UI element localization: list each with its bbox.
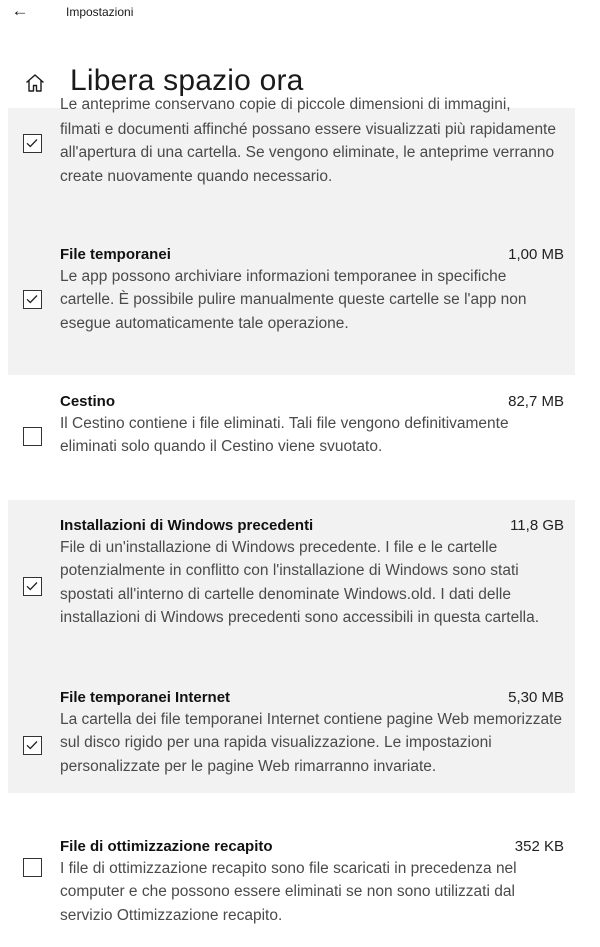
delivery-optimization-checkbox[interactable] bbox=[23, 858, 42, 877]
recycle-bin-description: Il Cestino contiene i file eliminati. Tali file vengono definitivamente eliminati solo quando il Cestino viene svuotato. bbox=[60, 415, 509, 456]
recycle-bin-size: 82,7 MB bbox=[508, 393, 564, 410]
delivery-optimization-size: 352 KB bbox=[514, 838, 564, 855]
check-icon bbox=[25, 136, 39, 150]
check-icon bbox=[25, 292, 39, 306]
temp-files-name: File temporanei bbox=[60, 246, 171, 263]
thumbnails-description-clip bbox=[60, 96, 568, 118]
thumbnails-description: filmati e documenti affinché possano essere visualizzati più rapidamente all'apertura di una cartella. Se vengono eliminate, le anteprime verranno create nuovamente quando necessario. bbox=[60, 121, 556, 185]
temp-files-size: 1,00 MB bbox=[508, 246, 564, 263]
list-item-temp-files bbox=[8, 233, 575, 375]
temp-files-checkbox[interactable] bbox=[23, 290, 42, 309]
check-icon bbox=[25, 579, 39, 593]
delivery-optimization-description: I file di ottimizzazione recapito sono file scaricati in precedenza nel computer e che possono essere eliminati se non sono utilizzati dal servizio Ottimizzazione recapito. bbox=[60, 860, 517, 924]
temp-files-description: Le app possono archiviare informazioni temporanee in specifiche cartelle. È possibile pulire manualmente queste cartelle se l'app non esegue automaticamente tale operazione. bbox=[60, 268, 527, 332]
previous-windows-name: Installazioni di Windows precedenti bbox=[60, 517, 314, 534]
recycle-bin-checkbox[interactable] bbox=[23, 427, 42, 446]
list-item-previous-windows bbox=[8, 500, 575, 668]
list-item-thumbnails bbox=[8, 96, 575, 233]
previous-windows-size: 11,8 GB bbox=[510, 517, 564, 534]
previous-windows-description: File di un'installazione di Windows precedente. I file e le cartelle potenzialmente in conflitto con l'installazione di Windows sono stati spostati all'interno di cartelle denominate Windows.old. I dati delle installazioni di Windows precedenti sono accessibili in questa cartella. bbox=[60, 539, 540, 626]
internet-temp-files-size: 5,30 MB bbox=[508, 689, 564, 706]
internet-temp-files-description: La cartella dei file temporanei Internet contiene pagine Web memorizzate sul disco rigido per una rapida visualizzazione. Le impostazioni personalizzate per le pagine Web rimarranno invariate. bbox=[60, 711, 563, 775]
title-bar bbox=[0, 0, 600, 28]
internet-temp-files-checkbox[interactable] bbox=[23, 736, 42, 755]
list-item-internet-temp-files bbox=[8, 668, 575, 793]
thumbnails-checkbox[interactable] bbox=[23, 134, 42, 153]
app-title: Impostazioni bbox=[66, 5, 134, 19]
previous-windows-checkbox[interactable] bbox=[23, 577, 42, 596]
list-item-recycle-bin bbox=[8, 375, 575, 500]
home-icon[interactable] bbox=[24, 72, 46, 94]
list-item-delivery-optimization bbox=[8, 793, 575, 943]
internet-temp-files-name: File temporanei Internet bbox=[60, 689, 231, 706]
page-title: Libera spazio ora bbox=[70, 64, 304, 97]
delivery-optimization-name: File di ottimizzazione recapito bbox=[60, 838, 273, 855]
thumbnails-hidden-line: Le anteprime conservano copie di piccole dimensioni di immagini, bbox=[60, 96, 511, 113]
check-icon bbox=[25, 738, 39, 752]
recycle-bin-name: Cestino bbox=[60, 393, 116, 410]
back-button[interactable]: ← bbox=[11, 1, 29, 20]
